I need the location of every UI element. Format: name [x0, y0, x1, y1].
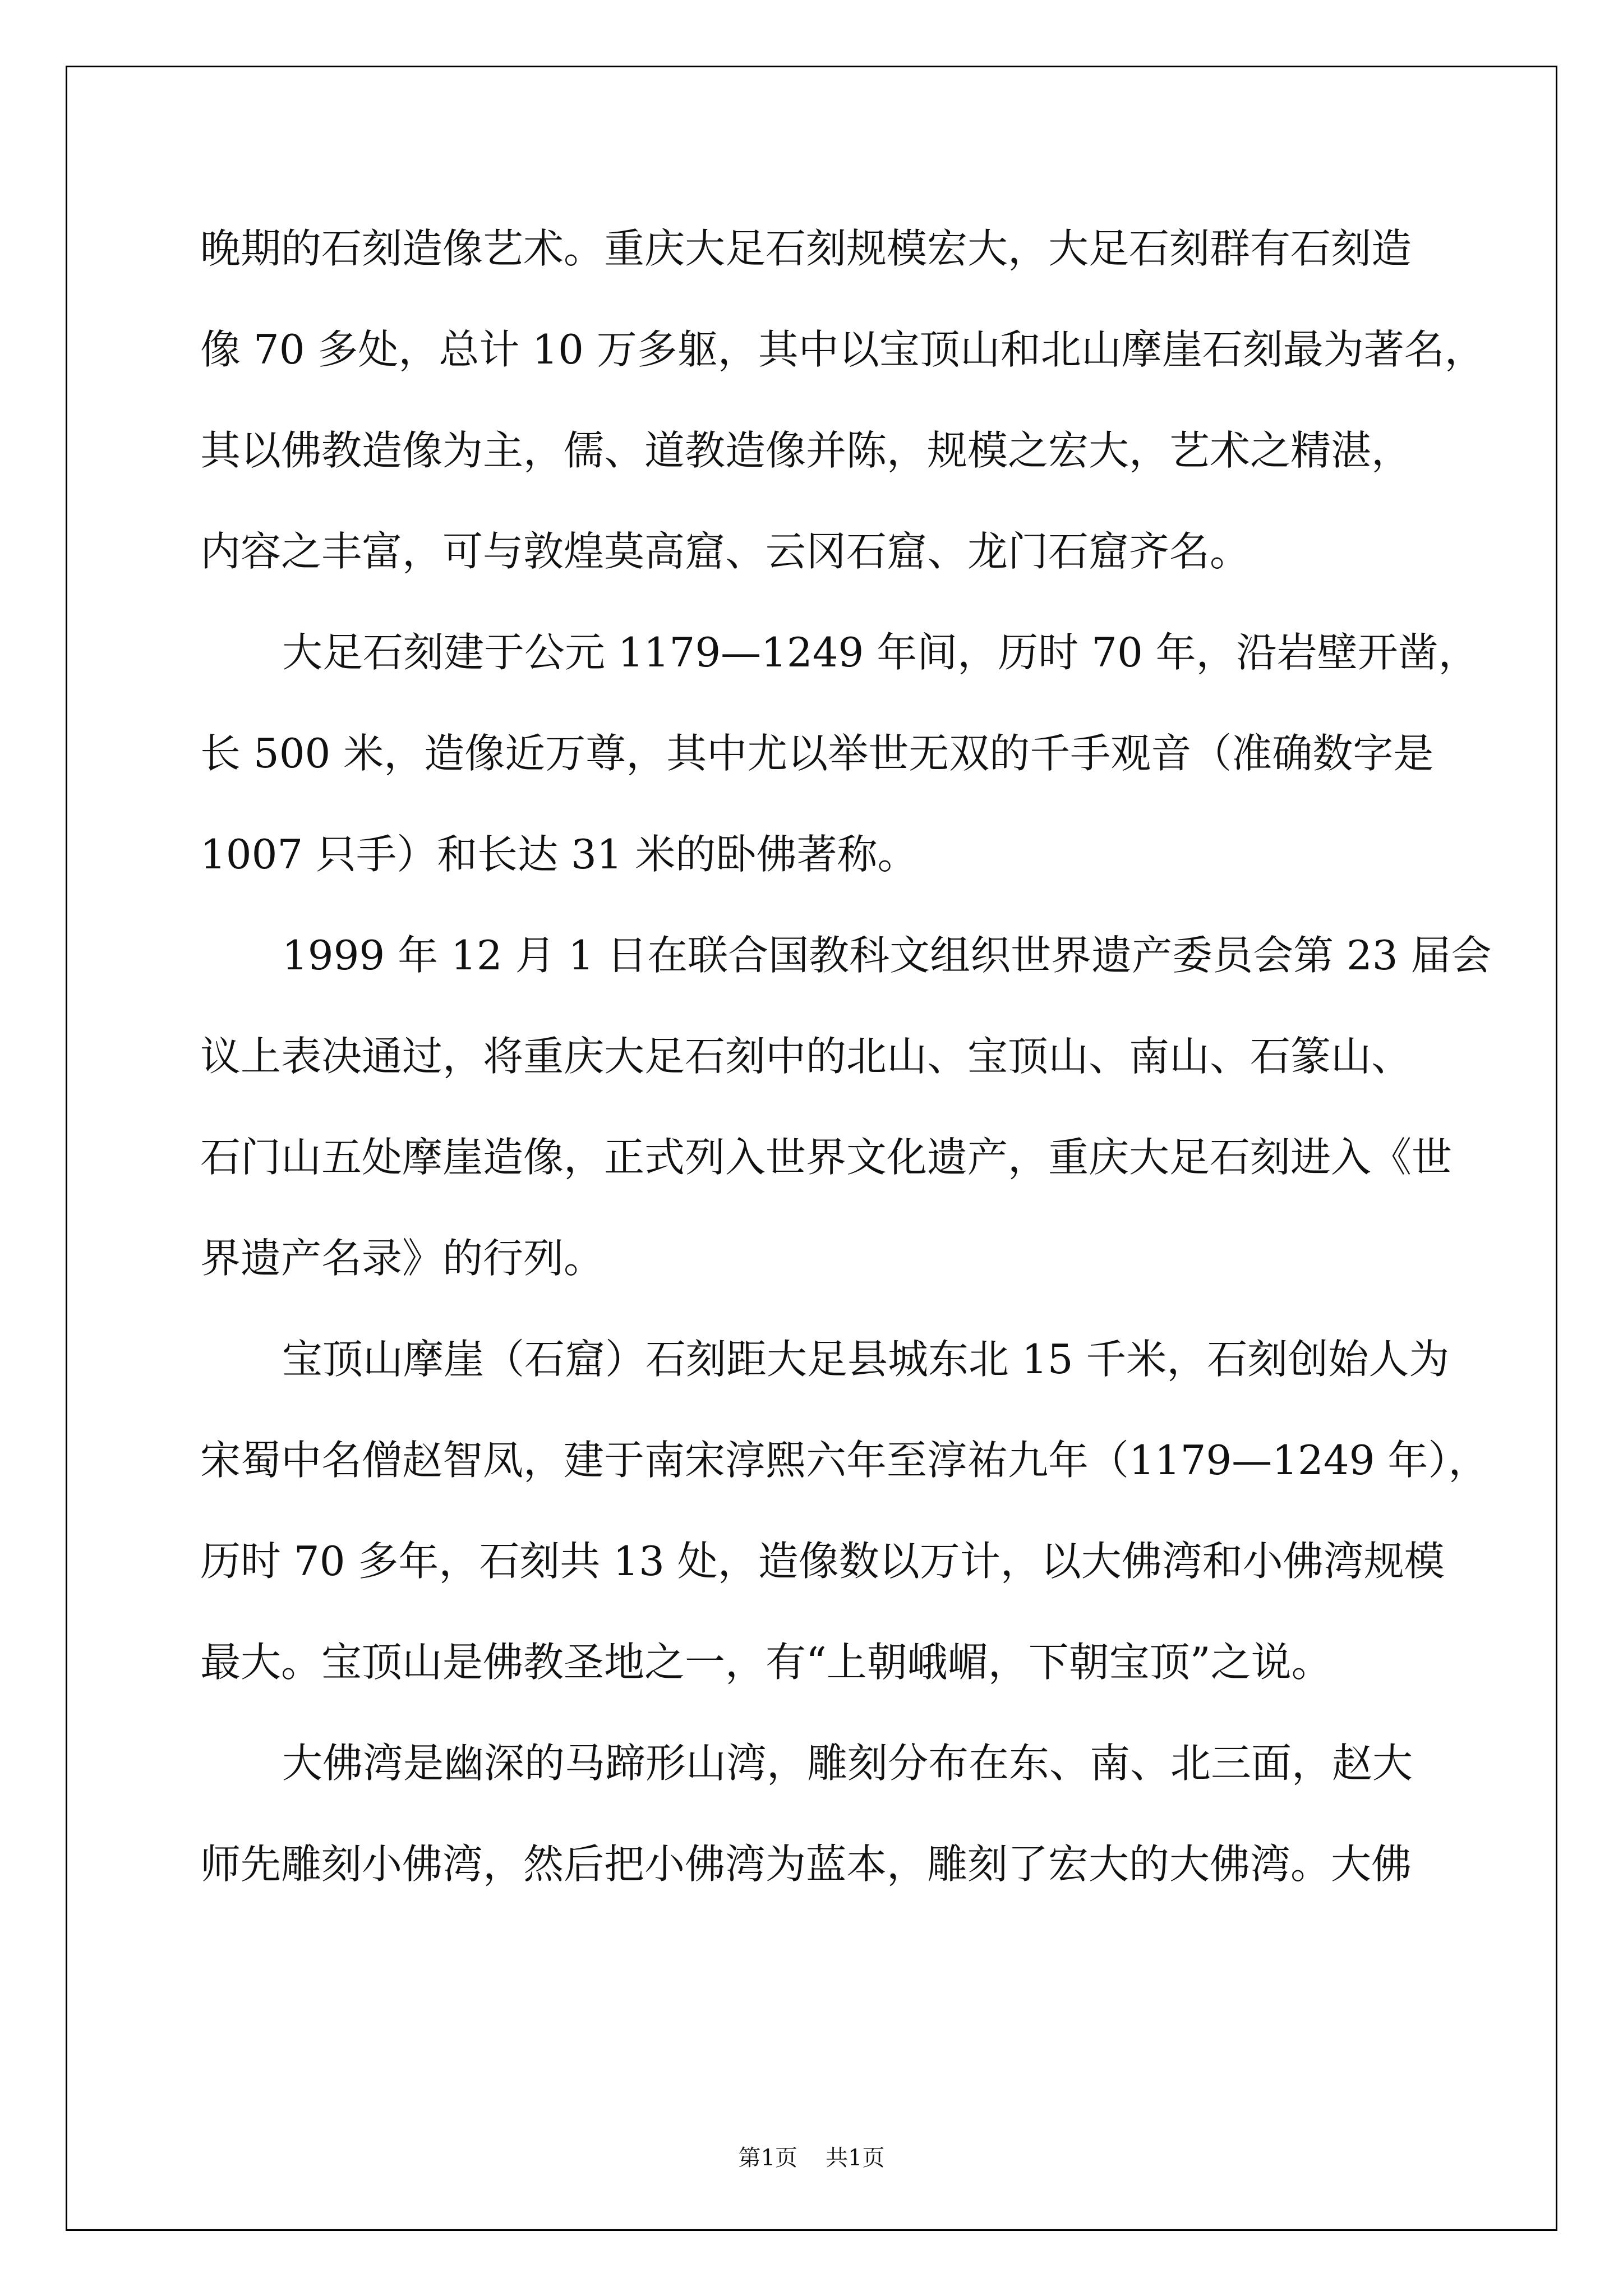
text-line: 历时 70 多年，石刻共 13 处，造像数以万计，以大佛湾和小佛湾规模 [200, 1538, 1445, 1585]
text-line: 大佛湾是幽深的马蹄形山湾，雕刻分布在东、南、北三面，赵大 [282, 1740, 1413, 1787]
text-line: 像 70 多处，总计 10 万多躯，其中以宝顶山和北山摩崖石刻最为著名， [200, 326, 1485, 373]
text-line: 内容之丰富，可与敦煌莫高窟、云冈石窟、龙门石窟齐名。 [200, 528, 1251, 575]
text-line: 其以佛教造像为主，儒、道教造像并陈，规模之宏大，艺术之精湛， [200, 427, 1412, 474]
text-line: 大足石刻建于公元 1179—1249 年间，历时 70 年，沿岩壁开凿， [282, 629, 1479, 676]
text-line: 1007 只手）和长达 31 米的卧佛著称。 [200, 831, 918, 878]
text-line: 宝顶山摩崖（石窟）石刻距大足县城东北 15 千米，石刻创始人为 [282, 1336, 1450, 1383]
text-line: 最大。宝顶山是佛教圣地之一，有“上朝峨嵋，下朝宝顶”之说。 [200, 1639, 1332, 1686]
page-footer [0, 2140, 1623, 2172]
text-line: 界遗产名录》的行列。 [200, 1235, 605, 1282]
document-body [200, 220, 1492, 1937]
text-line: 议上表决通过，将重庆大足石刻中的北山、宝顶山、南山、石篆山、 [200, 1033, 1412, 1080]
page-number: 第1页 [738, 2145, 797, 2171]
text-line: 石门山五处摩崖造像，正式列入世界文化遗产，重庆大足石刻进入《世 [200, 1134, 1453, 1181]
text-line: 长 500 米，造像近万尊，其中尤以举世无双的千手观音（准确数字是 [200, 730, 1434, 777]
text-line: 晚期的石刻造像艺术。重庆大足石刻规模宏大，大足石刻群有石刻造 [200, 225, 1412, 272]
text-line: 宋蜀中名僧赵智凤，建于南宋淳熙六年至淳祐九年（1179—1249 年）， [200, 1437, 1489, 1484]
text-line: 1999 年 12 月 1 日在联合国教科文组织世界遗产委员会第 23 届会 [282, 932, 1492, 979]
page-count: 共1页 [826, 2145, 885, 2171]
text-line: 师先雕刻小佛湾，然后把小佛湾为蓝本，雕刻了宏大的大佛湾。大佛 [200, 1841, 1412, 1888]
